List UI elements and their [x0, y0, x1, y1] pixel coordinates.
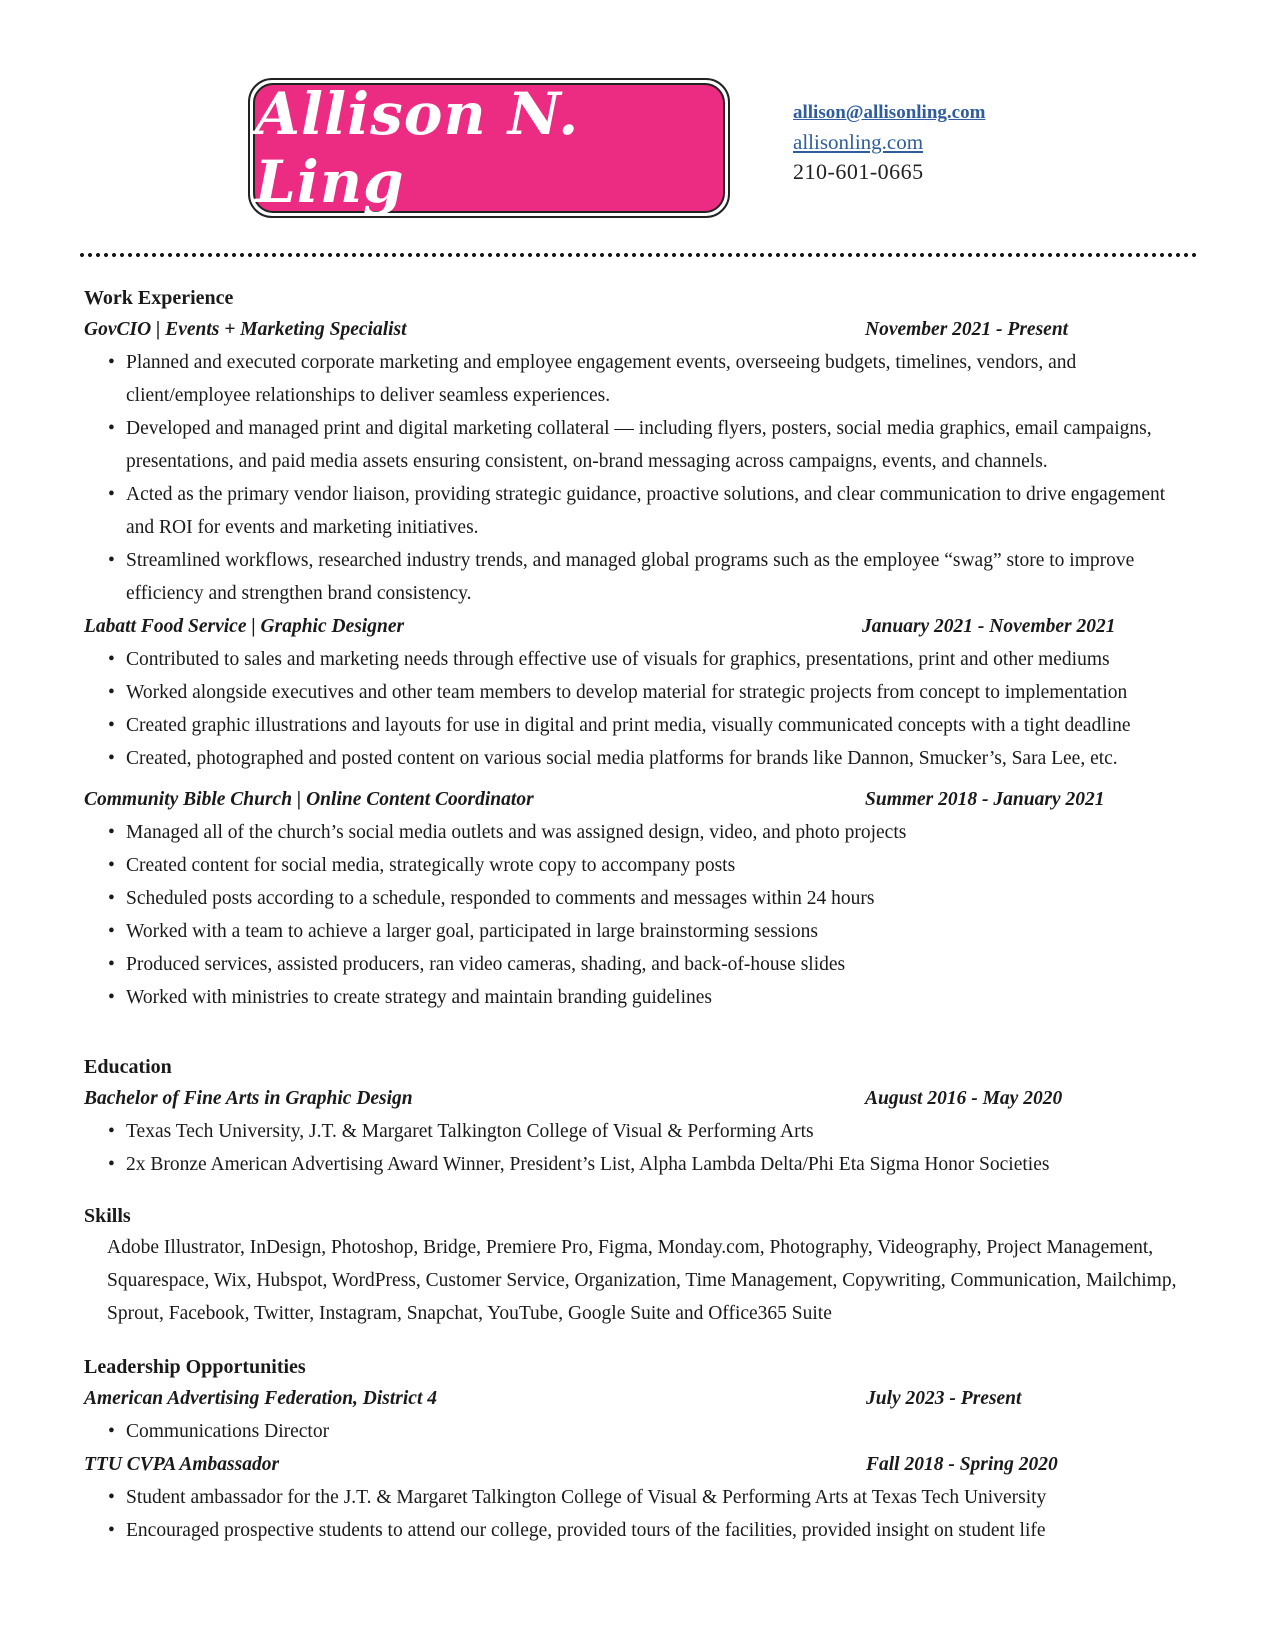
job-role: GovCIO | Events + Marketing Specialist [84, 319, 407, 340]
list-item: • Created graphic illustrations and layouts for use in digital and print media, visually communicated concepts with a tight deadline [84, 709, 1194, 742]
job-header [84, 313, 1194, 346]
job-header [84, 610, 1194, 643]
section-title-skills: Skills [84, 1205, 131, 1227]
list-item: • 2x Bronze American Advertising Award Winner, President’s List, Alpha Lambda Delta/Phi Eta Sigma Honor Societies [84, 1148, 1194, 1181]
section-title-education: Education [84, 1056, 172, 1078]
dotted-divider [78, 252, 1198, 258]
leadership-dates: July 2023 - Present [866, 1388, 1022, 1409]
job-dates: November 2021 - Present [865, 319, 1069, 340]
list-item: • Encouraged prospective students to attend our college, provided tours of the facilities, provided insight on student life [84, 1514, 1194, 1547]
list-item: • Managed all of the church’s social media outlets and was assigned design, video, and photo projects [84, 816, 1194, 849]
leadership-role: TTU CVPA Ambassador [84, 1454, 280, 1475]
job-role: Labatt Food Service | Graphic Designer [84, 616, 405, 637]
job-header [84, 783, 1194, 816]
degree-dates: August 2016 - May 2020 [865, 1088, 1063, 1109]
list-item: • Communications Director [84, 1415, 1194, 1448]
job-bullets [84, 346, 1194, 610]
leadership-bullets [84, 1415, 1194, 1448]
list-item: • Texas Tech University, J.T. & Margaret Talkington College of Visual & Performing Arts [84, 1115, 1194, 1148]
leadership-role: American Advertising Federation, District 4 [84, 1388, 437, 1409]
leadership-dates: Fall 2018 - Spring 2020 [866, 1454, 1058, 1475]
list-item: • Produced services, assisted producers, ran video cameras, shading, and back-of-house slides [84, 948, 1194, 981]
list-item: • Scheduled posts according to a schedule, responded to comments and messages within 24 hours [84, 882, 1194, 915]
degree-header [84, 1082, 1194, 1115]
spacer [84, 1014, 1194, 1052]
job-role: Community Bible Church | Online Content Coordinator [84, 789, 534, 810]
list-item: • Worked with a team to achieve a larger goal, participated in large brainstorming sessions [84, 915, 1194, 948]
degree-name: Bachelor of Fine Arts in Graphic Design [84, 1088, 413, 1109]
resume-header [0, 0, 1275, 240]
list-item: • Created content for social media, strategically wrote copy to accompany posts [84, 849, 1194, 882]
section-title-work: Work Experience [84, 287, 234, 309]
skills-list: Adobe Illustrator, InDesign, Photoshop, Bridge, Premiere Pro, Figma, Monday.com, Photography, Videography, Project Management, Squarespace, Wix, Hubspot, WordPress, Customer Service, Organization, Time Management, Copywriting, Communication, Mailchimp, Sprout, Facebook, Twitter, Instagram, Snapchat, YouTube, Google Suite and Office365 Suite [107, 1237, 1177, 1324]
list-item: • Contributed to sales and marketing needs through effective use of visuals for graphics, presentations, print and other mediums [84, 643, 1194, 676]
list-item: • Developed and managed print and digital marketing collateral — including flyers, posters, social media graphics, email campaigns, presentations, and paid media assets ensuring consistent, on-brand messaging across campaigns, events, and channels. [84, 412, 1194, 478]
candidate-name: Allison N. Ling [255, 80, 580, 216]
name-banner [248, 78, 730, 218]
job-dates: January 2021 - November 2021 [862, 616, 1116, 637]
job-bullets [84, 816, 1194, 1014]
job-bullets [84, 643, 1194, 775]
contact-info [793, 100, 1153, 186]
spacer [84, 1330, 1194, 1352]
job-dates: Summer 2018 - January 2021 [865, 789, 1105, 810]
spacer [84, 1181, 1194, 1201]
section-title-leadership: Leadership Opportunities [84, 1356, 306, 1378]
list-item: • Worked with ministries to create strategy and maintain branding guidelines [84, 981, 1194, 1014]
education-bullets [84, 1115, 1194, 1181]
website-link[interactable]: allisonling.com [793, 130, 924, 154]
email-link[interactable]: allison@allisonling.com [793, 102, 986, 123]
list-item: • Planned and executed corporate marketing and employee engagement events, overseeing budgets, timelines, vendors, and client/employee relationships to deliver seamless experiences. [84, 346, 1194, 412]
spacer [84, 775, 1194, 783]
list-item: • Streamlined workflows, researched industry trends, and managed global programs such as the employee “swag” store to improve efficiency and strengthen brand consistency. [84, 544, 1194, 610]
leadership-header [84, 1448, 1194, 1481]
list-item: • Worked alongside executives and other team members to develop material for strategic projects from concept to implementation [84, 676, 1194, 709]
leadership-header [84, 1382, 1194, 1415]
phone-number: 210-601-0665 [793, 159, 924, 184]
resume-body [84, 283, 1194, 1547]
list-item: • Created, photographed and posted content on various social media platforms for brands like Dannon, Smucker’s, Sara Lee, etc. [84, 742, 1194, 775]
list-item: • Student ambassador for the J.T. & Margaret Talkington College of Visual & Performing Arts at Texas Tech University [84, 1481, 1194, 1514]
name-banner-fill [253, 80, 725, 216]
list-item: • Acted as the primary vendor liaison, providing strategic guidance, proactive solutions, and clear communication to drive engagement and ROI for events and marketing initiatives. [84, 478, 1194, 544]
leadership-bullets [84, 1481, 1194, 1547]
